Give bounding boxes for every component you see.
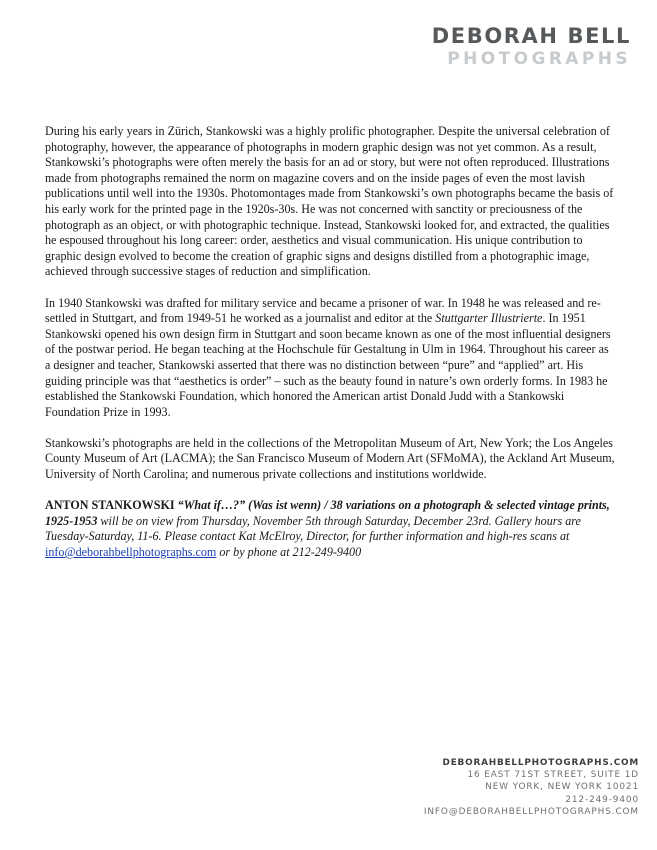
exhibition-details: will be on view from Thursday, November 5th through Saturday, December 23rd. Gallery hours are Tuesday-Saturday, 11-6. Please contact Kat McElroy, Director, for further information and high-res scans at — [45, 513, 581, 544]
paragraph-early-years: During his early years in Zürich, Stankowski was a highly prolific photographer. Despite the universal celebration of photography, however, the appearance of photographs in modern graphic design was not yet common. As a result, Stankowski’s photographs were often merely the basis for an ad or story, but were not often reproduced. Illustrations made from photographs remained the norm on magazine covers and on the inside pages of even the most lavish publications until well into the 1930s. Photomontages made from Stankowski’s own photographs became the basis of his early work for the printed page in the 1920s-30s. He was not concerned with sanctity or preciousness of the photograph as an object, or with photographic technique. Instead, Stankowski looked for, and extracted, the qualities he espoused throughout his long career: order, aesthetics and visual communication. His unique contribution to graphic design evolved to become the creation of graphic signs and designs distilled from a photographic image, achieved through successive stages of reduction and simplification. — [45, 124, 614, 279]
footer-website[interactable]: DEBORAHBELLPHOTOGRAPHS.COM — [442, 758, 639, 768]
logo-name: DEBORAH BELL — [431, 24, 631, 48]
footer-contact — [424, 757, 639, 818]
gallery-logo — [432, 24, 631, 68]
publication-title: Stuttgarter Illustrierte — [435, 311, 543, 326]
contact-email-link[interactable]: info@deborahbellphotographs.com — [45, 545, 217, 560]
footer-phone: 212-249-9400 — [565, 794, 639, 805]
footer-email[interactable]: INFO@DEBORAHBELLPHOTOGRAPHS.COM — [423, 806, 639, 817]
exhibition-title: “What if…?” (Was ist wenn) / 38 variations on a photograph & selected vintage prints, 1925-1953 — [45, 498, 610, 528]
paragraph-collections: Stankowski’s photographs are held in the collections of the Metropolitan Museum of Art, New York; the Los Angeles County Museum of Art (LACMA); the San Francisco Museum of Modern Art (SFMoMA), the Ackland Art Museum, University of North Carolina; and numerous private collections and institutions worldwide. — [45, 435, 615, 482]
footer-address-line-1: 16 EAST 71ST STREET, SUITE 1D — [467, 770, 639, 781]
exhibition-phone: or by phone at 212-249-9400 — [216, 545, 362, 560]
biography-text-end: . In 1951 Stankowski opened his own design firm in Stuttgart and soon became known as one of the most influential designers of the postwar period. He began teaching at the Hochschule für Gestaltung in Ulm in 1964. Throughout his career as a designer and teacher, Stankowski asserted that there was no distinction between “pure” and “applied” art. His guiding principle was that “aesthetics is order” – such as the beauty found in nature’s own orderly forms. In 1983 he established the Stankowski Foundation, which honored the American artist Donald Judd with a Stankowski Foundation Prize in 1993. — [45, 311, 611, 419]
footer-address-line-2: NEW YORK, NEW YORK 10021 — [485, 782, 639, 793]
artist-name: ANTON STANKOWSKI — [45, 498, 175, 513]
logo-subtitle: PHOTOGRAPHS — [447, 49, 631, 69]
paragraph-biography — [45, 296, 617, 421]
paragraph-exhibition — [45, 498, 617, 560]
press-release-body — [45, 124, 617, 576]
biography-text-start: In 1940 Stankowski was drafted for military service and became a prisoner of war. In 1948 he was released and re-settled in Stuttgart, and from 1949-51 he worked as a journalist and editor at the — [45, 295, 601, 326]
